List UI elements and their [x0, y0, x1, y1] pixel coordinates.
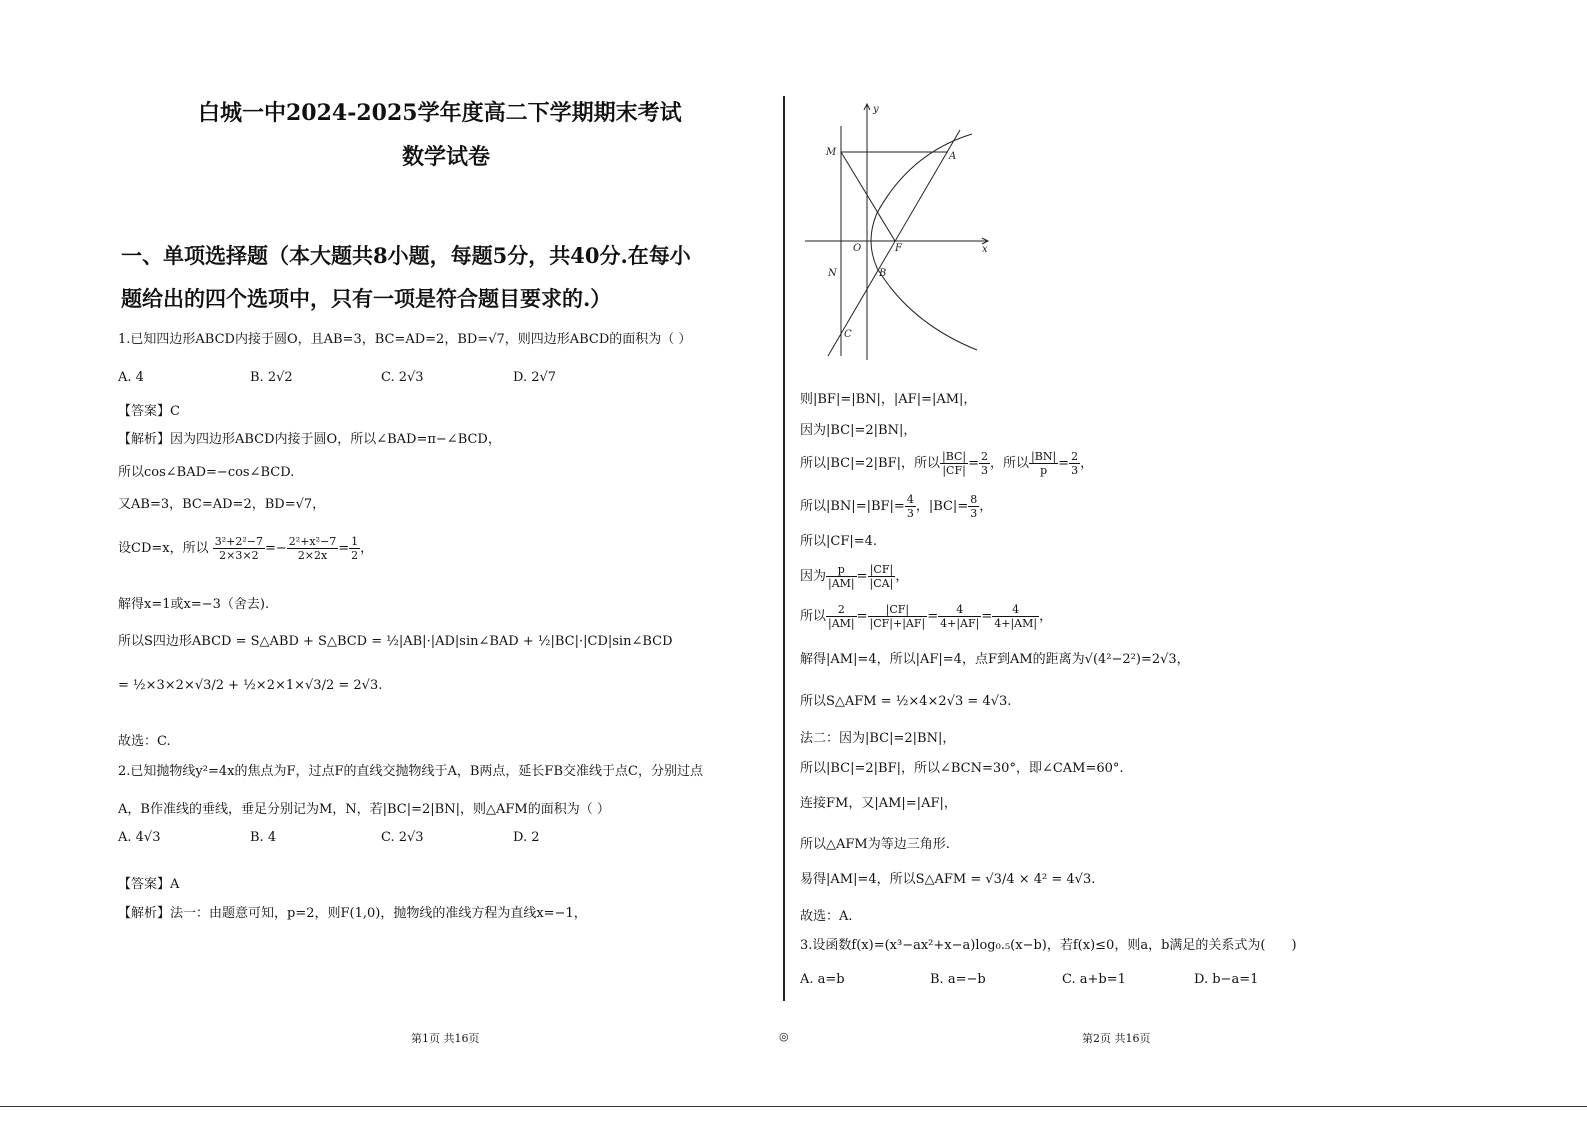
parabola-figure — [800, 98, 1000, 363]
text-span: ，|BC|= — [915, 499, 969, 514]
frac-num: 1 — [351, 535, 359, 548]
frac-den: 3 — [1071, 464, 1079, 477]
q1-analysis-6: 所以S四边形ABCD = S△ABD + S△BCD = ½|AB|·|AD|sin∠BAD + ½|BC|·|CD|sin∠BCD — [118, 634, 673, 649]
text-span: 所以|BN|=|BF|= — [800, 499, 905, 514]
label-y: y — [873, 104, 879, 115]
frac-num: 4 — [906, 493, 914, 506]
q2-cont-7 — [800, 603, 1052, 630]
fraction — [1029, 450, 1058, 477]
fraction — [992, 603, 1039, 630]
fraction — [287, 535, 338, 562]
q1-analysis-1: 【解析】因为四边形ABCD内接于圆O，所以∠BAD=π−∠BCD， — [118, 432, 501, 447]
fraction — [938, 603, 981, 630]
text-span: 所以|BC|=2|BF|，所以 — [800, 456, 940, 471]
q2-cont-5: 所以|CF|=4. — [800, 534, 878, 549]
frac-den: 2 — [351, 549, 359, 562]
q1-analysis-3: 又AB=3，BC=AD=2，BD=√7， — [118, 497, 326, 512]
text-span: ， — [979, 499, 993, 514]
label-o: O — [853, 243, 862, 254]
text-span: ， — [895, 569, 909, 584]
footer-center-mark: ◎ — [779, 1030, 789, 1043]
frac-num: 2²+x²−7 — [288, 535, 337, 548]
frac-den: p — [1040, 464, 1048, 477]
q3-option-b: B. a=−b — [930, 972, 986, 987]
fraction — [868, 563, 896, 590]
frac-num: |CF| — [868, 563, 896, 577]
text-span: ， — [1080, 456, 1094, 471]
frac-den: 3 — [981, 464, 989, 477]
column-divider — [783, 96, 785, 1001]
q2-stem-line2: A，B作准线的垂线，垂足分别记为M，N，若|BC|=2|BN|，则△AFM的面积为（ ） — [118, 802, 610, 817]
fraction — [1069, 450, 1080, 477]
q2-option-a: A. 4√3 — [118, 830, 161, 845]
frac-num: 2 — [981, 450, 989, 463]
q2-conclusion: 故选：A. — [800, 909, 853, 924]
q2-cont-13: 所以△AFM为等边三角形. — [800, 837, 950, 852]
fraction — [968, 493, 979, 520]
fraction — [979, 450, 990, 477]
fraction — [826, 563, 857, 590]
text-span: = — [856, 609, 868, 624]
frac-den: |CA| — [869, 577, 894, 590]
text-span: = — [856, 569, 868, 584]
q1-option-d: D. 2√7 — [513, 370, 557, 385]
section-heading-line1: 一、单项选择题（本大题共8小题，每题5分，共40分.在每小 — [121, 243, 691, 268]
q2-answer: 【答案】A — [118, 877, 180, 892]
page-bottom-rule — [0, 1106, 1587, 1107]
q2-cont-6 — [800, 563, 908, 590]
q1-analysis-7: = ½×3×2×√3/2 + ½×2×1×√3/2 = 2√3. — [118, 678, 383, 693]
q2-option-b: B. 4 — [250, 830, 277, 845]
frac-num: 2 — [826, 603, 857, 617]
q3-option-a: A. a=b — [800, 972, 845, 987]
q1-analysis-4 — [118, 535, 373, 562]
text-span: = — [927, 609, 939, 624]
text-span: ，所以 — [990, 456, 1030, 471]
frac-den: 3 — [906, 507, 914, 520]
frac-den: |AM| — [828, 577, 855, 590]
label-c: C — [844, 329, 852, 340]
q2-option-d: D. 2 — [513, 830, 540, 845]
frac-den: 4+|AM| — [994, 617, 1038, 630]
q2-cont-14: 易得|AM|=4，所以S△AFM = √3/4 × 4² = 4√3. — [800, 872, 1096, 887]
frac-num: 3²+2²−7 — [214, 535, 263, 548]
q2-cont-1: 则|BF|=|BN|，|AF|=|AM|， — [800, 392, 977, 407]
text-span: = — [981, 609, 993, 624]
q2-cont-10: 法二：因为|BC|=2|BN|， — [800, 731, 956, 746]
fraction — [868, 603, 928, 630]
q1-analysis-5: 解得x=1或x=−3（舍去). — [118, 597, 270, 612]
frac-num: |BC| — [942, 450, 967, 463]
frac-den: 4+|AF| — [940, 617, 980, 630]
frac-den: |AM| — [828, 617, 855, 630]
text-span: 因为 — [800, 569, 827, 584]
text-span: 所以 — [800, 609, 827, 624]
fraction — [826, 603, 857, 630]
q2-option-c: C. 2√3 — [381, 830, 424, 845]
parabola-curve — [871, 134, 977, 350]
label-m: M — [826, 147, 837, 158]
q1-analysis-2: 所以cos∠BAD=−cos∠BCD. — [118, 465, 295, 480]
text-span: 设CD=x，所以 — [118, 541, 209, 556]
frac-num: |CF| — [868, 603, 928, 617]
text-span: = — [1058, 456, 1070, 471]
frac-num: |BN| — [1031, 450, 1057, 463]
q2-analysis-1: 【解析】法一：由题意可知，p=2，则F(1,0)，抛物线的准线方程为直线x=−1， — [118, 906, 587, 921]
label-b: B — [879, 268, 887, 279]
q3-stem: 3.设函数f(x)=(x³−ax²+x−a)log₀.₅(x−b)，若f(x)≤0，则a，b满足的关系式为( ) — [800, 938, 1297, 953]
q1-option-a: A. 4 — [118, 370, 144, 385]
q1-answer: 【答案】C — [118, 404, 180, 419]
frac-num: 4 — [992, 603, 1039, 617]
frac-den: 2×2x — [297, 549, 328, 562]
frac-num: 8 — [970, 493, 978, 506]
q3-option-c: C. a+b=1 — [1062, 972, 1126, 987]
text-span: ， — [1039, 609, 1053, 624]
q2-cont-3 — [800, 450, 1093, 477]
label-x: x — [982, 244, 988, 255]
label-a: A — [949, 151, 957, 162]
label-n: N — [828, 268, 837, 279]
q1-stem: 1.已知四边形ABCD内接于圆O，且AB=3，BC=AD=2，BD=√7，则四边形ABCD的面积为（ ） — [118, 332, 692, 347]
text-span: = — [338, 541, 350, 556]
q2-cont-11: 所以|BC|=2|BF|，所以∠BCN=30°，即∠CAM=60°. — [800, 761, 1124, 776]
q1-option-b: B. 2√2 — [250, 370, 293, 385]
page-title: 白城一中2024-2025学年度高二下学期期末考试 — [198, 100, 682, 126]
fraction — [349, 535, 360, 562]
q2-cont-9: 所以S△AFM = ½×4×2√3 = 4√3. — [800, 694, 1012, 709]
frac-den: |CF| — [942, 464, 966, 477]
footer-page-right: 第2页 共16页 — [1082, 1032, 1151, 1045]
fraction — [213, 535, 265, 562]
q1-conclusion: 故选：C. — [118, 734, 171, 749]
frac-den: 2×3×2 — [219, 549, 259, 562]
frac-num: p — [826, 563, 857, 577]
text-span: = — [968, 456, 980, 471]
q2-cont-12: 连接FM，又|AM|=|AF|， — [800, 796, 957, 811]
q2-cont-2: 因为|BC|=2|BN|， — [800, 423, 917, 438]
label-f: F — [895, 243, 902, 254]
q2-stem-line1: 2.已知抛物线y²=4x的焦点为F，过点F的直线交抛物线于A，B两点，延长FB交准线于点C，分别过点 — [118, 764, 703, 779]
frac-num: 4 — [938, 603, 981, 617]
page-subtitle: 数学试卷 — [402, 144, 491, 170]
frac-den: 3 — [970, 507, 978, 520]
footer-page-left: 第1页 共16页 — [411, 1032, 480, 1045]
q1-option-c: C. 2√3 — [381, 370, 424, 385]
text-span: =− — [265, 541, 287, 556]
q2-cont-8: 解得|AM|=4，所以|AF|=4，点F到AM的距离为√(4²−2²)=2√3， — [800, 652, 1190, 667]
q3-option-d: D. b−a=1 — [1194, 972, 1259, 987]
q2-cont-4 — [800, 493, 992, 520]
fraction — [905, 493, 916, 520]
fraction — [940, 450, 968, 477]
section-heading-line2: 题给出的四个选项中，只有一项是符合题目要求的.） — [121, 286, 612, 311]
frac-den: |CF|+|AF| — [869, 617, 926, 630]
frac-num: 2 — [1071, 450, 1079, 463]
text-span: ， — [360, 541, 374, 556]
